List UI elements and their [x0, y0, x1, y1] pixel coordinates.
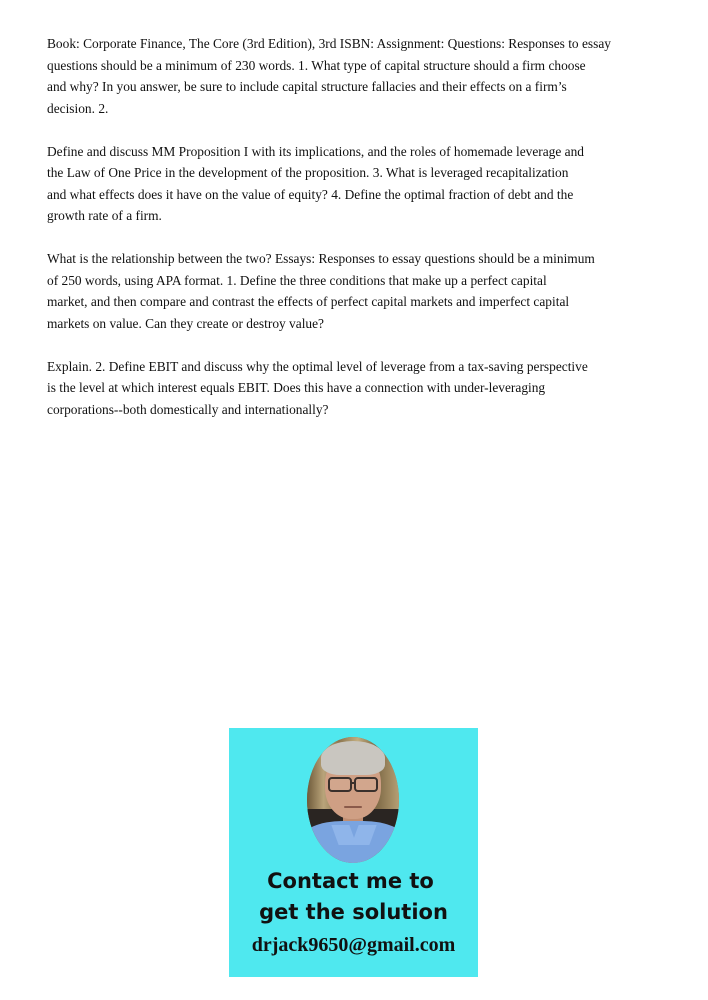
text-line: and what effects does it have on the value of equity? 4. Define the optimal fraction of debt and the	[47, 186, 574, 202]
text-line: Book: Corporate Finance, The Core (3rd Edition), 3rd ISBN: Assignment: Questions: Responses to essay	[47, 36, 611, 51]
text-line: corporations--both domestically and internationally?	[47, 401, 329, 417]
text-line: What is the relationship between the two? Essays: Responses to essay questions should be a minimum	[47, 251, 595, 266]
text-line: and why? In you answer, be sure to include capital structure fallacies and their effects on a firm’s	[47, 79, 567, 94]
text-line: markets on value. Can they create or destroy value?	[47, 315, 324, 331]
contact-promo-image	[229, 728, 478, 977]
text-line: Explain. 2. Define EBIT and discuss why the optimal level of leverage from a tax-saving perspective	[47, 358, 588, 374]
text-line: decision. 2.	[47, 100, 109, 116]
paragraph-3	[47, 248, 667, 334]
text-line: market, and then compare and contrast the effects of perfect capital markets and imperfect capital	[47, 294, 570, 309]
text-line: questions should be a minimum of 230 words. 1. What type of capital structure should a firm choose	[47, 57, 586, 73]
promo-heading-line-1: Contact me to	[267, 869, 434, 893]
paragraph-1	[47, 33, 667, 119]
contact-email: drjack9650@gmail.com	[251, 934, 456, 956]
text-line: growth rate of a firm.	[47, 208, 162, 223]
text-line: Define and discuss MM Proposition I with its implications, and the roles of homemade leverage and	[47, 143, 585, 159]
document-body	[47, 33, 667, 442]
text-line: of 250 words, using APA format. 1. Define the three conditions that make up a perfect capital	[47, 272, 547, 288]
paragraph-2	[47, 141, 667, 227]
text-line: is the level at which interest equals EBIT. Does this have a connection with under-leveraging	[47, 380, 546, 395]
person-portrait-icon	[307, 737, 399, 863]
promo-heading-line-2: get the solution	[259, 900, 448, 924]
paragraph-4	[47, 356, 667, 421]
text-line: the Law of One Price in the development of the proposition. 3. What is leveraged recapitalization	[47, 165, 569, 180]
